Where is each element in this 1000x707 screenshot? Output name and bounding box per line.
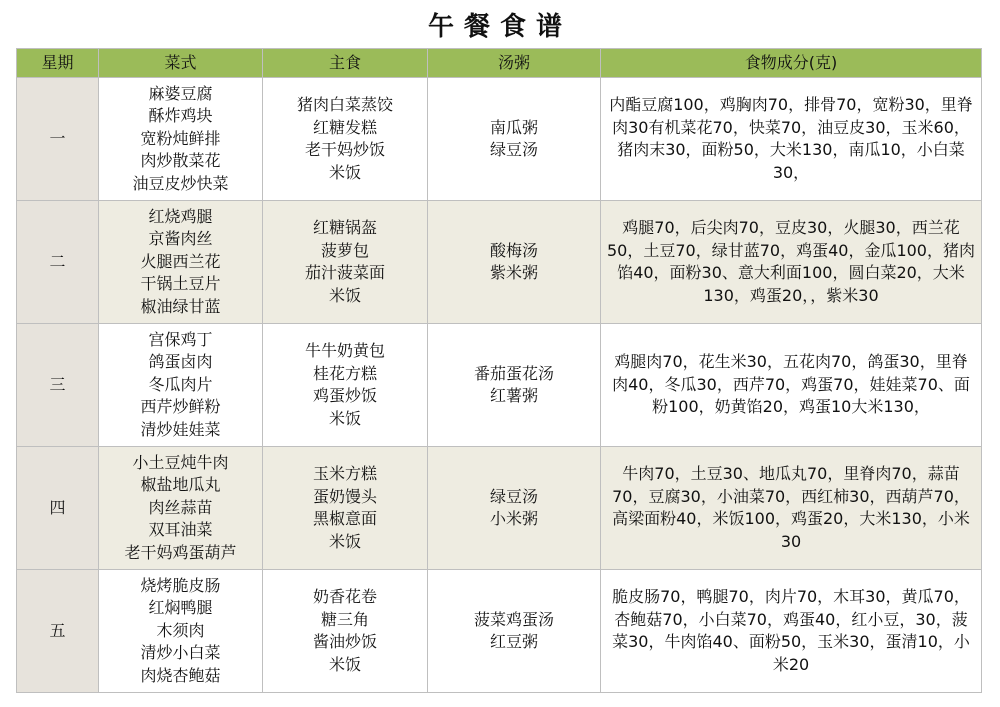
soup-item: 红薯粥 [489, 386, 538, 405]
dish-item: 冬瓜肉片 [148, 374, 213, 394]
soup-item: 酸梅汤 [489, 240, 538, 260]
dish-item: 清炒小白菜 [140, 643, 221, 663]
ingredients-cell: 内酯豆腐100，鸡胸肉70，排骨70，宽粉30，里脊肉30有机菜花70，快菜70，油豆皮30，玉米60，猪肉末30，面粉50，大米130，南瓜10，小白菜30， [601, 78, 982, 201]
staple-item: 米饭 [328, 285, 361, 305]
staples-cell [263, 570, 428, 693]
dish-item: 肉烧杏鲍菇 [140, 665, 221, 685]
ingredients-cell: 鸡腿肉70，花生米30，五花肉70，鸽蛋30，里脊肉40，冬瓜30，西芹70，鸡蛋70，娃娃菜70、面粉100，奶黄馅20，鸡蛋10大米130， [601, 324, 982, 447]
staple-item: 鸡蛋炒饭 [312, 386, 377, 405]
dish-item: 双耳油菜 [148, 520, 213, 540]
staple-item: 糖三角 [320, 609, 369, 629]
soups-cell [428, 324, 601, 447]
soup-item: 南瓜粥 [489, 117, 538, 137]
staple-item: 猪肉白菜蒸饺 [296, 95, 393, 114]
dish-item: 麻婆豆腐 [148, 83, 213, 103]
weekday-cell: 一 [17, 78, 99, 201]
staple-item: 老干妈炒饭 [304, 140, 385, 159]
soup-item: 绿豆汤 [489, 486, 538, 506]
staple-item: 牛牛奶黄包 [304, 341, 385, 360]
dish-item: 椒油绿甘蓝 [140, 296, 221, 316]
dish-item: 烧烤脆皮肠 [140, 575, 221, 595]
table-row [17, 201, 982, 324]
dishes-cell [99, 78, 263, 201]
header-soups: 汤粥 [428, 49, 601, 78]
dish-item: 干锅土豆片 [140, 274, 221, 294]
header-staples: 主食 [263, 49, 428, 78]
staple-item: 红糖发糕 [312, 117, 377, 137]
dishes-cell [99, 324, 263, 447]
staples-cell [263, 201, 428, 324]
staple-item: 酱油炒饭 [312, 632, 377, 651]
dish-item: 红焖鸭腿 [148, 598, 213, 618]
weekday-cell: 五 [17, 570, 99, 693]
staple-item: 蛋奶馒头 [312, 486, 377, 506]
table-row [17, 324, 982, 447]
weekday-cell: 三 [17, 324, 99, 447]
soups-cell [428, 570, 601, 693]
soups-cell [428, 78, 601, 201]
header-weekday: 星期 [17, 49, 99, 78]
dish-item: 宽粉炖鲜排 [140, 128, 221, 148]
header-dishes: 菜式 [99, 49, 263, 78]
staple-item: 米饭 [328, 654, 361, 674]
soup-item: 小米粥 [489, 509, 538, 528]
staple-item: 奶香花卷 [312, 587, 377, 606]
weekday-cell: 四 [17, 447, 99, 570]
lunch-menu-table [16, 48, 982, 693]
dishes-cell [99, 201, 263, 324]
staple-item: 茄汁菠菜面 [304, 263, 385, 282]
dish-item: 椒盐地瓜丸 [140, 475, 221, 495]
staple-item: 米饭 [328, 531, 361, 551]
dish-item: 红烧鸡腿 [148, 206, 213, 226]
dish-item: 小土豆炖牛肉 [132, 452, 229, 472]
dish-item: 肉丝蒜苗 [148, 497, 213, 517]
soup-item: 紫米粥 [489, 263, 538, 282]
soup-item: 番茄蛋花汤 [473, 363, 554, 383]
soup-item: 红豆粥 [489, 632, 538, 651]
soup-item: 菠菜鸡蛋汤 [473, 609, 554, 629]
soup-item: 绿豆汤 [489, 140, 538, 159]
dish-item: 清炒娃娃菜 [140, 419, 221, 439]
table-row [17, 78, 982, 201]
weekday-cell: 二 [17, 201, 99, 324]
ingredients-cell: 脆皮肠70，鸭腿70，肉片70，木耳30，黄瓜70，杏鲍菇70，小白菜70，鸡蛋40，红小豆，30，菠菜30，牛肉馅40、面粉50，玉米30，蛋清10，小米20 [601, 570, 982, 693]
dish-item: 火腿西兰花 [140, 251, 221, 271]
table-header-row [17, 49, 982, 78]
staple-item: 红糖锅盔 [312, 218, 377, 237]
dish-item: 京酱肉丝 [148, 229, 213, 249]
table-row [17, 570, 982, 693]
staple-item: 米饭 [328, 408, 361, 428]
staple-item: 玉米方糕 [312, 464, 377, 483]
staples-cell [263, 78, 428, 201]
dish-item: 宫保鸡丁 [148, 329, 213, 349]
soups-cell [428, 447, 601, 570]
dishes-cell [99, 570, 263, 693]
dish-item: 西芹炒鲜粉 [140, 397, 221, 417]
header-ingredients: 食物成分(克) [601, 49, 982, 78]
ingredients-cell: 牛肉70，土豆30、地瓜丸70，里脊肉70，蒜苗70，豆腐30，小油菜70，西红柿30，西葫芦70，高梁面粉40，米饭100，鸡蛋20，大米130，小米30 [601, 447, 982, 570]
staples-cell [263, 324, 428, 447]
staple-item: 米饭 [328, 162, 361, 182]
staples-cell [263, 447, 428, 570]
ingredients-cell: 鸡腿70，后尖肉70，豆皮30，火腿30，西兰花50，土豆70，绿甘蓝70，鸡蛋40，金瓜100，猪肉馅40，面粉30、意大利面100，圆白菜20，大米130，鸡蛋20，，紫米30 [601, 201, 982, 324]
dish-item: 油豆皮炒快菜 [132, 173, 229, 193]
staple-item: 桂花方糕 [312, 363, 377, 383]
dish-item: 老干妈鸡蛋葫芦 [124, 542, 237, 562]
dish-item: 肉炒散菜花 [140, 151, 221, 171]
page-title: 午餐食谱 [427, 12, 572, 42]
table-row [17, 447, 982, 570]
staple-item: 黑椒意面 [312, 509, 377, 528]
dish-item: 鸽蛋卤肉 [148, 352, 213, 372]
dish-item: 木须肉 [156, 620, 205, 640]
staple-item: 菠萝包 [320, 240, 369, 260]
dish-item: 酥炸鸡块 [148, 106, 213, 126]
soups-cell [428, 201, 601, 324]
dishes-cell [99, 447, 263, 570]
